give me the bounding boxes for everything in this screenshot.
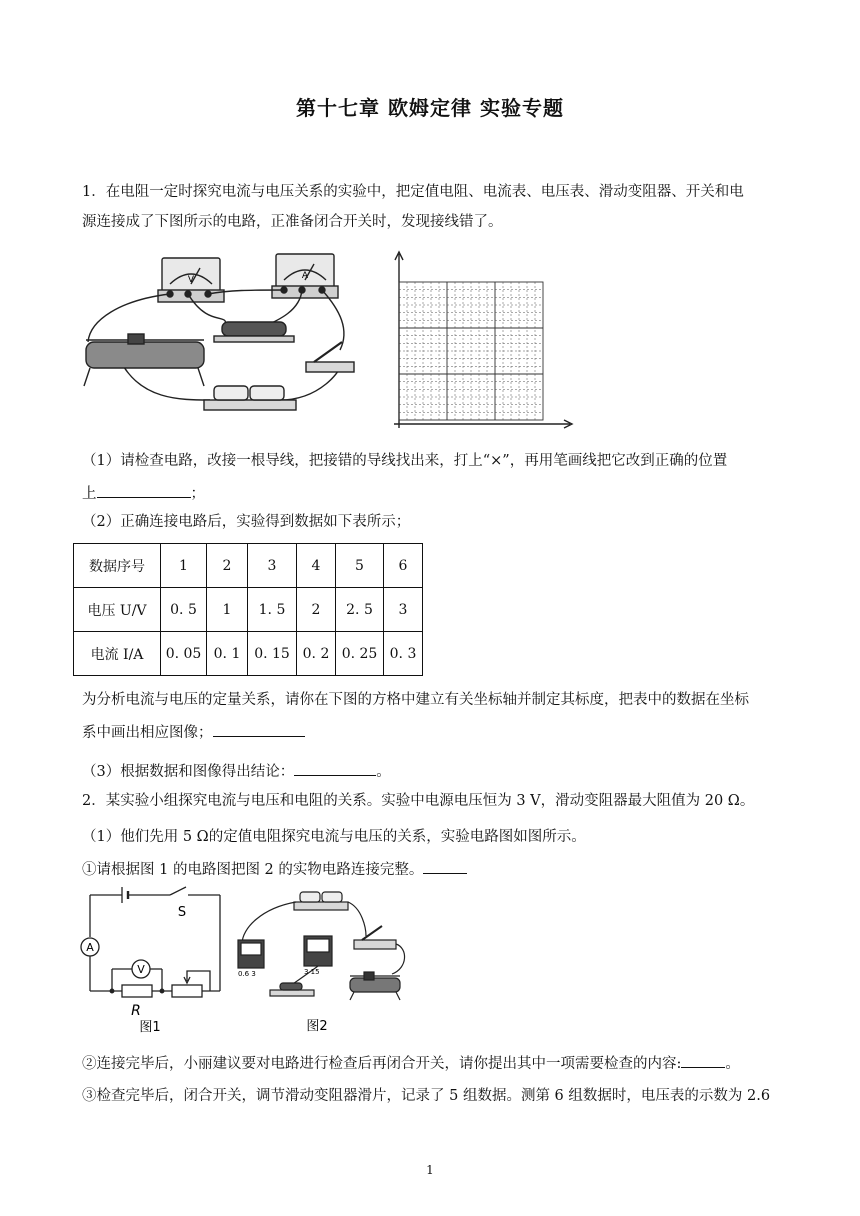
q1-part1-line1: （1）请检查电路，改接一根导线，把接错的导线找出来，打上“×”，再用笔画线把它改到正确的位置 <box>82 453 728 469</box>
table-cell: 电压 U/V <box>74 588 161 632</box>
table-cell: 0. 1 <box>207 632 248 676</box>
q1-part2b-answer-blank[interactable] <box>213 721 305 737</box>
voltmeter-label: V <box>187 275 195 285</box>
q2-item1-answer-blank[interactable] <box>423 858 467 874</box>
fig1-caption: 图1 <box>139 1020 161 1035</box>
grid-lines <box>399 282 543 420</box>
table-cell: 1 <box>207 588 248 632</box>
q2-stem: 2．某实验小组探究电流与电压和电阻的关系。实验中电源电压恒为 3 V，滑动变阻器最大阻值为 20 Ω。 <box>82 793 755 809</box>
table-cell: 2 <box>207 544 248 588</box>
q1-data-table <box>73 543 423 676</box>
q1-grid-figure <box>380 248 575 434</box>
table-cell: 2 <box>297 588 336 632</box>
ammeter-symbol-label: A <box>86 941 94 954</box>
table-cell: 0. 3 <box>384 632 423 676</box>
ammeter-label: A <box>301 271 309 281</box>
table-cell: 0. 15 <box>248 632 297 676</box>
q2-item3: ③检查完毕后，闭合开关，调节滑动变阻器滑片，记录了 5 组数据。测第 6 组数据时，电压表的示数为 2.6 <box>82 1088 771 1104</box>
table-cell: 4 <box>297 544 336 588</box>
q1-stem-line2: 源连接成了下图所示的电路，正准备闭合开关时，发现接线错了。 <box>82 214 503 230</box>
table-cell: 电流 I/A <box>74 632 161 676</box>
voltmeter-symbol-label: V <box>137 963 145 976</box>
table-row <box>74 544 423 588</box>
q1-part2b-line2: 系中画出相应图像； <box>82 725 213 741</box>
table-cell: 3 <box>384 588 423 632</box>
table-cell: 0. 25 <box>336 632 384 676</box>
q1-part2b-line1: 为分析电流与电压的定量关系，请你在下图的方格中建立有关坐标轴并制定其标度，把表中的数据在坐标 <box>82 692 749 708</box>
table-cell: 0. 2 <box>297 632 336 676</box>
table-cell: 0. 05 <box>161 632 207 676</box>
q2-item2-end: 。 <box>725 1056 740 1072</box>
q2-physical-figure <box>232 888 412 1036</box>
table-cell: 3 <box>248 544 297 588</box>
q1-part1-end: ； <box>190 486 205 502</box>
table-cell: 2. 5 <box>336 588 384 632</box>
page-title: 第十七章 欧姆定律 实验专题 <box>296 96 564 120</box>
q1-stem-line1: 1．在电阻一定时探究电流与电压关系的实验中，把定值电阻、电流表、电压表、滑动变阻器、开关和电 <box>82 184 744 200</box>
q1-part3-end: 。 <box>376 764 391 780</box>
table-cell: 1. 5 <box>248 588 297 632</box>
table-cell: 0. 5 <box>161 588 207 632</box>
q2-item2: ②连接完毕后，小丽建议要对电路进行检查后再闭合开关，请你提出其中一项需要检查的内容: <box>82 1056 682 1072</box>
table-row <box>74 632 423 676</box>
resistor-label: R <box>131 1003 141 1019</box>
table-cell: 数据序号 <box>74 544 161 588</box>
q1-part3-answer-blank[interactable] <box>294 760 376 776</box>
q1-part1-answer-blank[interactable] <box>97 482 191 498</box>
q1-part3: （3）根据数据和图像得出结论： <box>82 764 295 780</box>
q1-part2: （2）正确连接电路后，实验得到数据如下表所示； <box>82 514 411 530</box>
q2-item1: ①请根据图 1 的电路图把图 2 的实物电路连接完整。 <box>82 862 424 878</box>
table-cell: 1 <box>161 544 207 588</box>
q2-schematic-figure <box>80 885 230 1035</box>
fig2-caption: 图2 <box>306 1019 328 1034</box>
q2-part1: （1）他们先用 5 Ω的定值电阻探究电流与电压的关系，实验电路图如图所示。 <box>82 829 586 845</box>
ammeter-scale-label: 0.6 3 <box>238 970 256 978</box>
table-row <box>74 588 423 632</box>
q1-part1-line2: 上 <box>82 486 97 502</box>
page-number: 1 <box>426 1163 434 1177</box>
q1-circuit-figure <box>80 250 360 420</box>
switch-label: S <box>177 905 187 920</box>
table-cell: 5 <box>336 544 384 588</box>
table-cell: 6 <box>384 544 423 588</box>
voltmeter-scale-label: 3 15 <box>304 968 320 976</box>
q2-item2-answer-blank[interactable] <box>681 1052 725 1068</box>
